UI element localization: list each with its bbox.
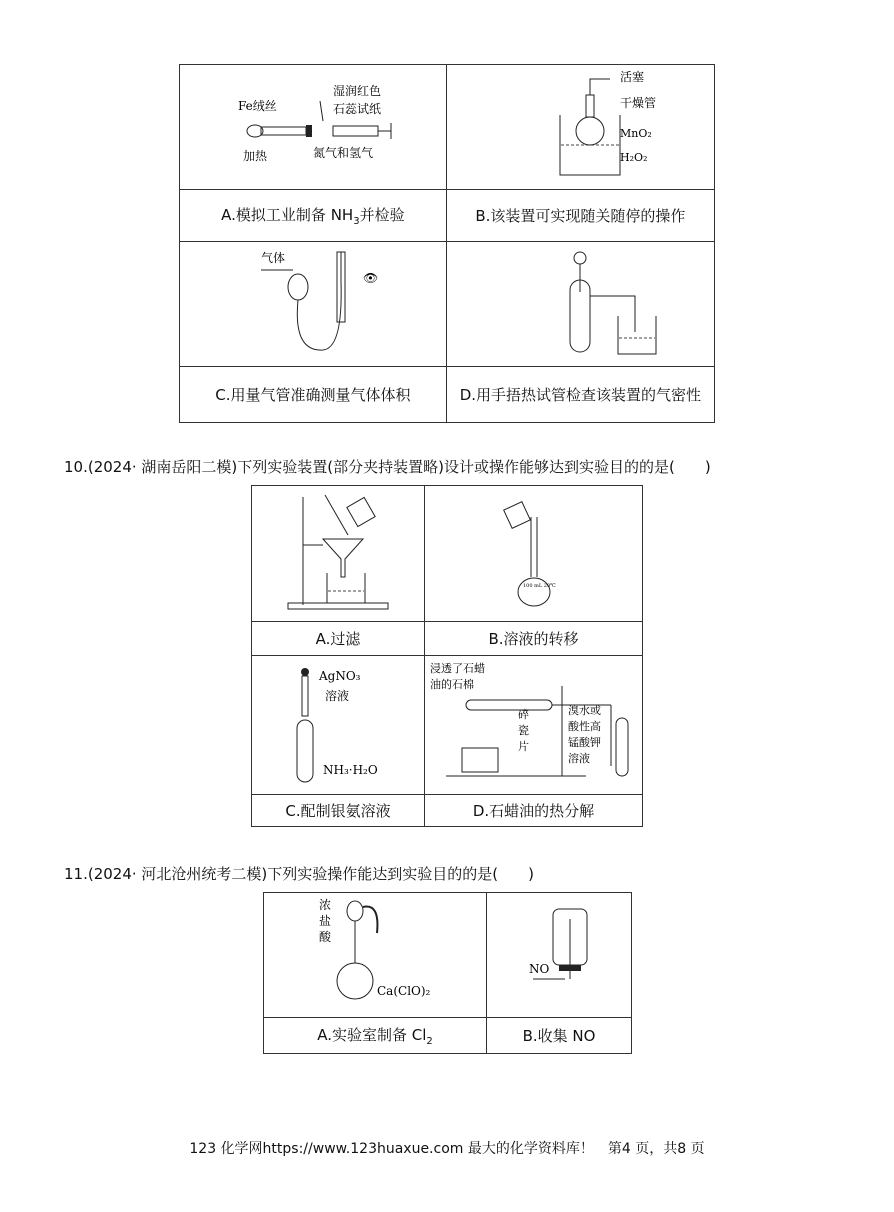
q10-c-caption: C.配制银氨溶液 [252, 795, 425, 827]
q9-d-figure [446, 242, 714, 367]
svg-text:浸透了石蜡: 浸透了石蜡 [429, 662, 485, 675]
svg-text:片: 片 [517, 740, 529, 753]
gas-burette-figure [193, 242, 433, 362]
q10-d-caption: D.石蜡油的热分解 [425, 795, 643, 827]
svg-text:浓: 浓 [319, 898, 332, 912]
svg-text:碎: 碎 [517, 708, 529, 721]
q11-stem: 11.(2024· 河北沧州统考二模)下列实验操作能达到实验目的的是( ) [64, 865, 534, 883]
svg-text:加热: 加热 [242, 149, 267, 163]
svg-text:👁: 👁 [362, 271, 379, 285]
q10-b-figure [425, 486, 643, 622]
svg-text:溴水或: 溴水或 [567, 704, 601, 717]
svg-text:NH₃·H₂O: NH₃·H₂O [323, 763, 378, 777]
svg-text:干燥管: 干燥管 [620, 96, 657, 110]
svg-text:MnO₂: MnO₂ [620, 127, 653, 140]
svg-text:盐: 盐 [319, 914, 332, 928]
q9-a-figure [180, 65, 447, 190]
volumetric-flask-figure [429, 487, 639, 617]
svg-text:100 mL 20℃: 100 mL 20℃ [522, 582, 556, 589]
paraffin-decomposition-figure [426, 656, 642, 790]
q11-a-figure [264, 893, 487, 1018]
svg-text:锰酸钾: 锰酸钾 [567, 736, 601, 749]
svg-text:湿润红色: 湿润红色 [332, 84, 381, 98]
q10-c-figure [252, 656, 425, 795]
q11-b-figure [487, 893, 632, 1018]
ammonia-apparatus-figure [193, 65, 433, 185]
q11-table [263, 892, 632, 1054]
q10-table [251, 485, 643, 827]
q9-table [179, 64, 715, 423]
svg-text:酸性高: 酸性高 [567, 720, 601, 733]
svg-text:AgNO₃: AgNO₃ [319, 669, 361, 683]
svg-text:酸: 酸 [319, 930, 332, 944]
silver-ammonia-figure [253, 656, 423, 790]
filtration-figure [253, 487, 423, 617]
page-footer: 123 化学网https://www.123huaxue.com 最大的化学资料库！ 第4 页，共8 页 [189, 1141, 705, 1157]
q9-c-caption: C.用量气管准确测量气体体积 [180, 367, 447, 423]
svg-text:氮气和氢气: 氮气和氢气 [312, 146, 373, 160]
svg-text:溶液: 溶液 [567, 752, 590, 765]
q10-b-caption: B.溶液的转移 [425, 622, 643, 656]
q9-b-figure [446, 65, 714, 190]
q10-a-caption: A.过滤 [252, 622, 425, 656]
q9-d-caption: D.用手捂热试管检查该装置的气密性 [446, 367, 714, 423]
q11-a-caption: A.实验室制备 $Cl_2$ [264, 1018, 487, 1054]
svg-text:溶液: 溶液 [325, 689, 350, 703]
svg-text:活塞: 活塞 [620, 70, 645, 84]
svg-text:Ca(ClO)₂: Ca(ClO)₂ [377, 984, 431, 998]
svg-text:Fe绒丝: Fe绒丝 [237, 99, 277, 113]
q9-a-caption: A.模拟工业制备 $NH_3$并检验 [180, 190, 447, 242]
q11-b-caption: B.收集 NO [487, 1018, 632, 1054]
q10-d-figure [425, 656, 643, 795]
svg-text:NO: NO [529, 962, 550, 976]
q10-a-figure [252, 486, 425, 622]
svg-text:气体: 气体 [260, 251, 285, 265]
drying-tube-apparatus-figure [460, 65, 700, 185]
svg-text:油的石棉: 油的石棉 [429, 678, 474, 691]
svg-text:H₂O₂: H₂O₂ [620, 151, 648, 164]
airtightness-apparatus-figure [460, 242, 700, 362]
q9-b-caption: B.该装置可实现随关随停的操作 [446, 190, 714, 242]
q9-c-figure [180, 242, 447, 367]
q10-stem: 10.(2024· 湖南岳阳二模)下列实验装置(部分夹持装置略)设计或操作能够达到实验目的的是( ) [64, 458, 711, 476]
svg-text:石蕊试纸: 石蕊试纸 [332, 102, 381, 116]
no-collection-figure [487, 893, 631, 1013]
svg-text:瓷: 瓷 [517, 724, 529, 737]
chlorine-preparation-figure [265, 893, 485, 1013]
